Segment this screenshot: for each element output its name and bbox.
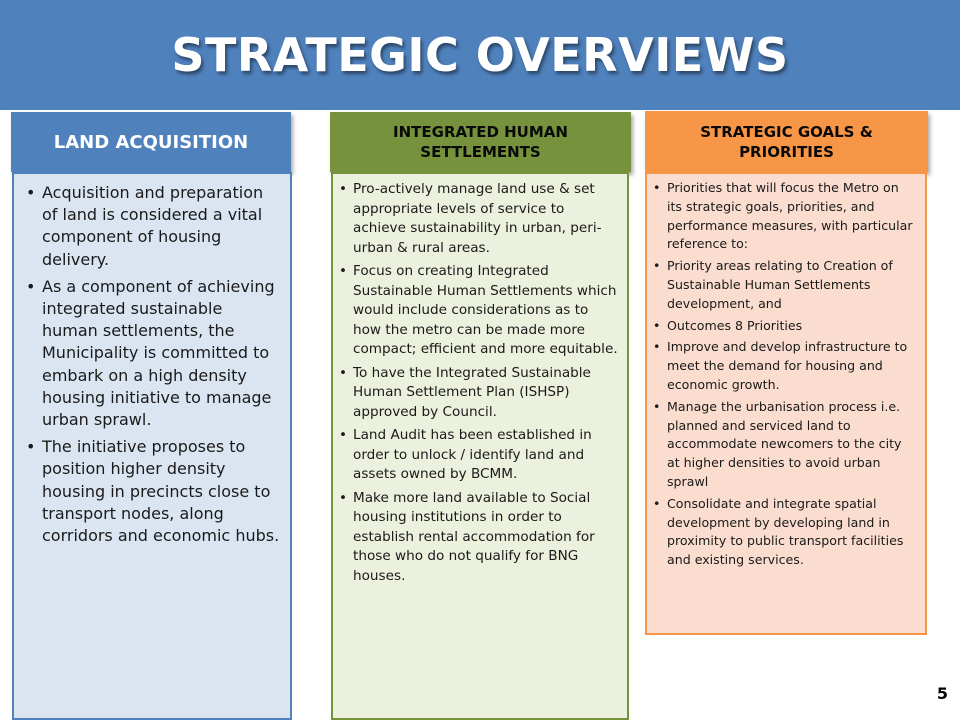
list-item: • Make more land available to Social housing institutions in order to establish rental accommodation for those who do not qualify for BNG houses.: [339, 489, 619, 587]
list-item: • Pro-actively manage land use & set appropriate levels of service to achieve sustainability in urban, peri-urban & rural areas.: [339, 180, 619, 258]
integrated-human-settlements-panel: [331, 172, 629, 720]
bullet-list: [653, 179, 917, 570]
page-number: 5: [936, 684, 948, 703]
bullet-list: [24, 182, 280, 547]
list-item: • As a component of achieving integrated sustainable human settlements, the Municipality is committed to embark on a high density housing initiative to manage urban sprawl.: [24, 276, 280, 431]
list-item: • Priority areas relating to Creation of Sustainable Human Settlements development, and: [653, 257, 917, 313]
column-heading: STRATEGIC GOALS & PRIORITIES: [700, 122, 873, 161]
list-item: • Manage the urbanisation process i.e. planned and serviced land to accommodate newcomers to the city at higher densities to avoid urban sprawl: [653, 398, 917, 492]
land-acquisition-header: [11, 112, 291, 172]
strategic-goals-panel: [645, 172, 927, 635]
list-item: • Priorities that will focus the Metro on its strategic goals, priorities, and performance measures, with particular reference to:: [653, 179, 917, 254]
list-item: • Outcomes 8 Priorities: [653, 317, 917, 336]
list-item: • Improve and develop infrastructure to meet the demand for housing and economic growth.: [653, 338, 917, 394]
land-acquisition-panel: [12, 172, 292, 720]
title-banner: [0, 0, 960, 110]
column-heading: LAND ACQUISITION: [53, 131, 249, 153]
list-item: • To have the Integrated Sustainable Human Settlement Plan (ISHSP) approved by Council.: [339, 364, 619, 423]
list-item: • Consolidate and integrate spatial development by developing land in proximity to public transport facilities and existing services.: [653, 495, 917, 570]
slide-title: STRATEGIC OVERVIEWS: [171, 28, 789, 82]
list-item: • Acquisition and preparation of land is considered a vital component of housing delivery.: [24, 182, 280, 271]
bullet-list: [339, 180, 619, 586]
integrated-human-settlements-header: [330, 112, 631, 172]
list-item: • The initiative proposes to position higher density housing in precincts close to transport nodes, along corridors and economic hubs.: [24, 436, 280, 547]
list-item: • Land Audit has been established in order to unlock / identify land and assets owned by BCMM.: [339, 426, 619, 485]
column-heading: INTEGRATED HUMAN SETTLEMENTS: [393, 123, 568, 161]
list-item: • Focus on creating Integrated Sustainable Human Settlements which would include considerations as to how the metro can be made more compact; efficient and more equitable.: [339, 262, 619, 360]
strategic-goals-header: [645, 111, 928, 172]
